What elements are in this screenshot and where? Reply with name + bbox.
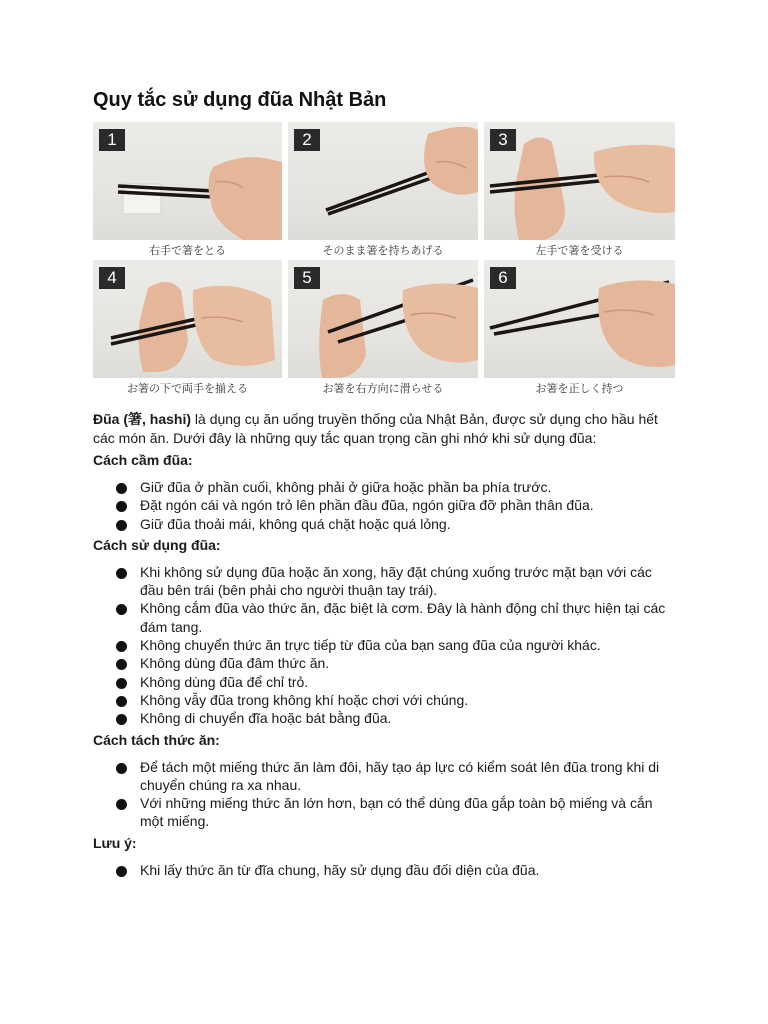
bullet-icon [116,714,127,725]
list-item-text: Giữ đũa thoải mái, không quá chặt hoặc quá lỏng. [140,515,451,532]
page-title: Quy tắc sử dụng đũa Nhật Bản [93,89,387,111]
bullet-icon [116,659,127,670]
list-item-text: Khi không sử dụng đũa hoặc ăn xong, hãy đặt chúng xuống trước mặt bạn với các đầu bên trái (bên phải cho người thuận tay trái). [140,563,652,599]
list-item-text: Không chuyển thức ăn trực tiếp từ đũa của bạn sang đũa của người khác. [140,637,601,654]
section-heading: Cách cầm đũa: [93,452,193,468]
list-item [115,691,670,709]
list-item [115,496,670,514]
section-heading: Cách sử dụng đũa: [93,536,221,553]
step-number: 6 [490,267,516,289]
intro-paragraph [93,410,683,448]
bullet-icon [116,866,127,877]
bullet-list [115,861,682,879]
bullet-icon [116,799,127,810]
list-item [115,515,670,533]
bullet-icon [116,520,127,531]
bullet-icon [116,501,127,512]
list-item-text: Không vẫy đũa trong không khí hoặc chơi với chúng. [140,691,469,708]
step-2 [288,122,478,260]
step-3 [484,122,675,260]
step-number: 4 [99,267,125,289]
list-item [115,673,670,691]
list-item-text: Để tách một miếng thức ăn làm đôi, hãy tạo áp lực có kiểm soát lên đũa trong khi di chuyển chúng ra xa nhau. [140,758,660,793]
intro-text: là dụng cụ ăn uống truyền thống của Nhật Bản, được sử dụng cho hầu hết các món ăn. Dưới đây là những quy tắc quan trọng cần ghi nhớ khi sử dụng đũa: [93,411,658,446]
list-item-text: Không di chuyển đĩa hoặc bát bằng đũa. [140,710,392,727]
step-caption: 左手で箸を受ける [484,242,675,260]
rules-sections [93,450,682,879]
list-item [115,636,670,654]
list-item-text: Với những miếng thức ăn lớn hơn, bạn có thể dùng đũa gắp toàn bộ miếng và cắn một miếng. [140,795,653,830]
list-item-text: Không cắm đũa vào thức ăn, đặc biệt là cơm. Đây là hành động chỉ thực hiện tại các đám tang. [140,600,666,635]
bullet-icon [116,678,127,689]
list-item [115,758,670,795]
list-item [115,478,670,496]
bullet-icon [116,604,127,615]
bullet-list [115,758,682,831]
step-caption: 右手で箸をとる [93,242,282,260]
section-heading: Lưu ý: [93,834,137,851]
list-item-text: Giữ đũa ở phần cuối, không phải ở giữa hoặc phần ba phía trước. [140,479,552,495]
bullet-icon [116,483,127,494]
bullet-list [115,563,682,728]
bullet-icon [116,568,127,579]
list-item [115,861,670,879]
intro-term: Đũa (箸, hashi) [93,411,192,427]
step-number: 1 [99,129,125,151]
step-photo-grid [93,122,675,398]
step-1 [93,122,282,260]
step-number: 2 [294,129,320,151]
list-item [115,709,670,727]
step-5 [288,260,478,398]
list-item-text: Khi lấy thức ăn từ đĩa chung, hãy sử dụng đầu đối diện của đũa. [140,861,540,878]
step-caption: お箸の下で両手を揃える [93,380,282,398]
step-caption: お箸を右方向に滑らせる [288,380,478,398]
step-caption: お箸を正しく持つ [484,380,675,398]
step-6 [484,260,675,398]
list-item-text: Không dùng đũa đâm thức ăn. [140,655,330,672]
list-item-text: Đặt ngón cái và ngón trỏ lên phần đầu đũa, ngón giữa đỡ phần thân đũa. [140,497,594,514]
list-item-text: Không dùng đũa để chỉ trỏ. [140,673,309,690]
bullet-icon [116,763,127,774]
step-4 [93,260,282,398]
step-number: 5 [294,267,320,289]
list-item [115,794,670,831]
bullet-icon [116,641,127,652]
bullet-list [115,478,682,533]
list-item [115,563,670,600]
section-heading: Cách tách thức ăn: [93,731,220,748]
step-number: 3 [490,129,516,151]
bullet-icon [116,696,127,707]
list-item [115,599,670,636]
step-caption: そのまま箸を持ちあげる [288,242,478,260]
list-item [115,654,670,672]
